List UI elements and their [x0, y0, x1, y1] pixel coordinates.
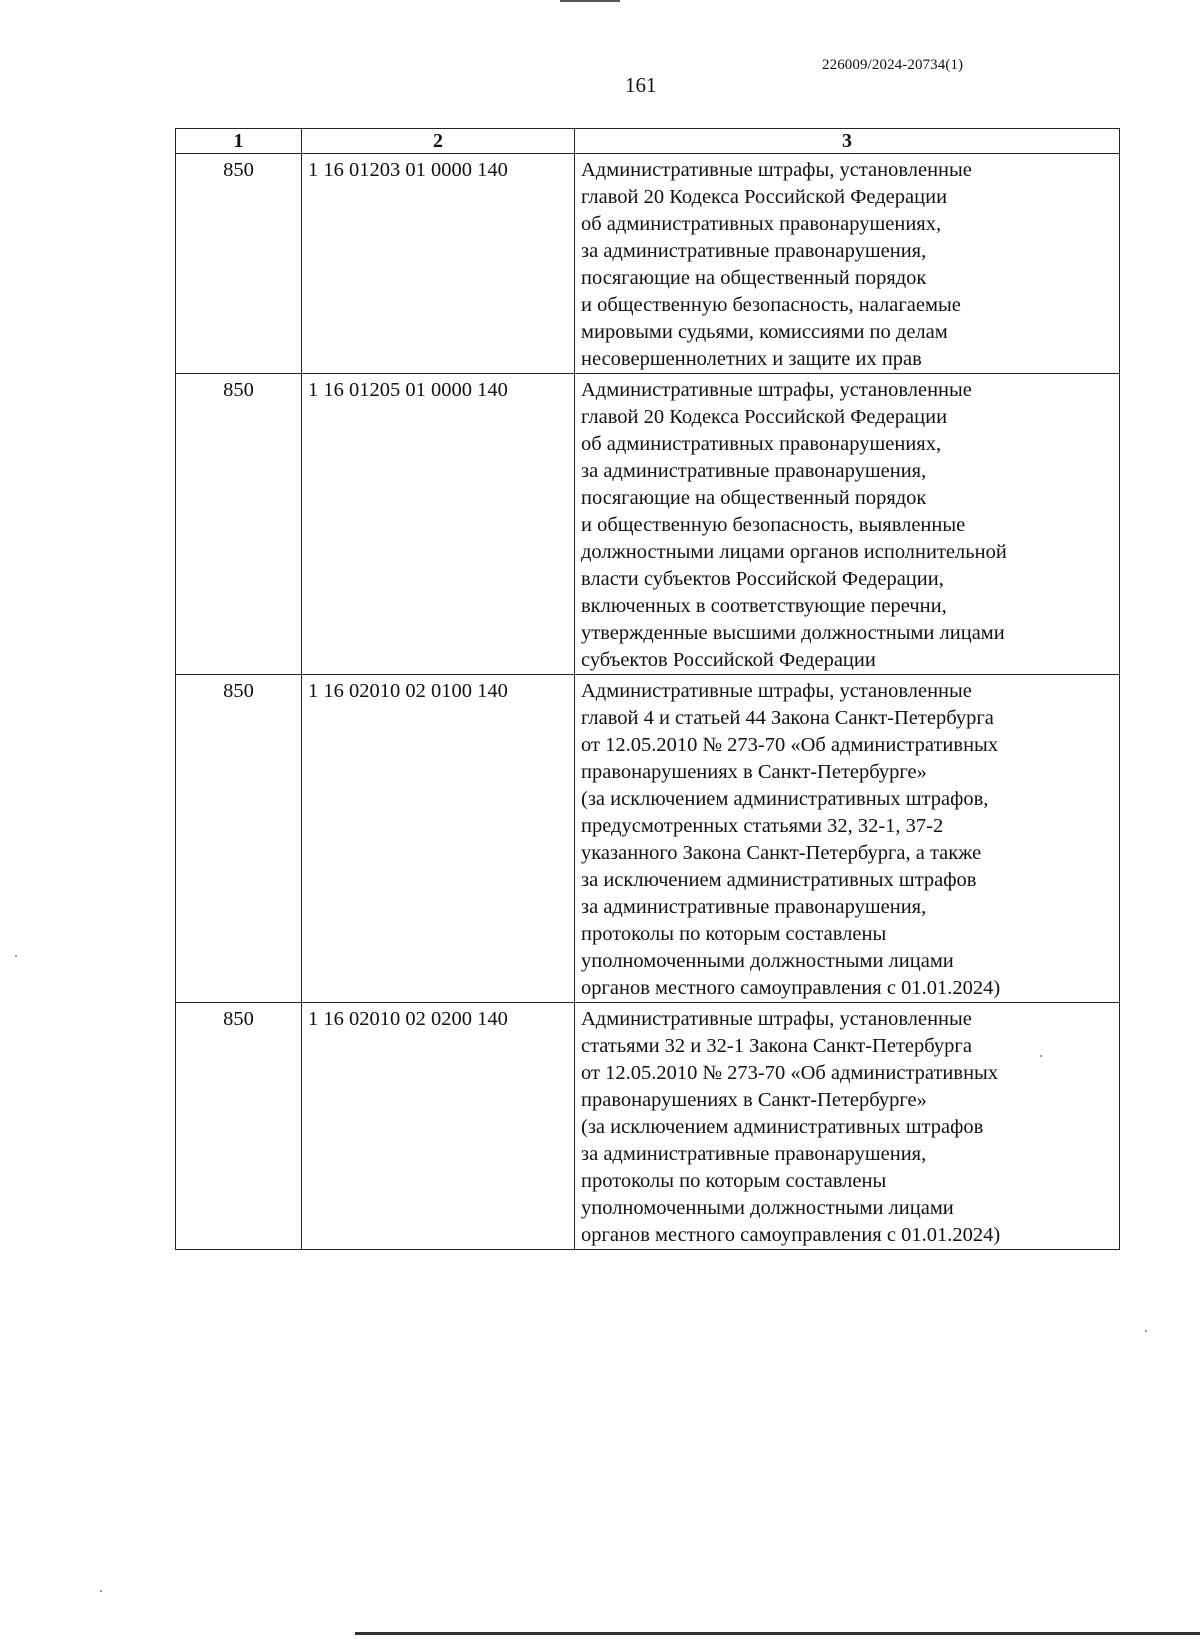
column-header-1: 1 — [176, 129, 302, 154]
revenue-codes-table — [175, 128, 1120, 1250]
description-cell: Административные штрафы, установленные статьями 32 и 32-1 Закона Санкт-Петербурга от 12.05.2010 № 273-70 «Об административных правонарушениях в Санкт-Петербурге» (за исключением административных штрафов за административные правонарушения, протоколы по которым составлены уполномоченными должностными лицами органов местного самоуправления с 01.01.2024) — [575, 1003, 1120, 1250]
scan-speck — [100, 1590, 102, 1592]
kbk-code-cell: 1 16 02010 02 0200 140 — [302, 1003, 575, 1250]
table-row — [176, 374, 1120, 675]
table-row — [176, 1003, 1120, 1250]
admin-code-cell: 850 — [176, 1003, 302, 1250]
page-number: 161 — [625, 73, 657, 97]
scan-speck — [1145, 1330, 1147, 1332]
description-cell: Административные штрафы, установленные главой 4 и статьей 44 Закона Санкт-Петербурга от 12.05.2010 № 273-70 «Об административных правонарушениях в Санкт-Петербурге» (за исключением административных штрафов, предусмотренных статьями 32, 32-1, 37-2 указанного Закона Санкт-Петербурга, а также за исключением административных штрафов за административные правонарушения, протоколы по которым составлены уполномоченными должностными лицами органов местного самоуправления с 01.01.2024) — [575, 675, 1120, 1003]
kbk-code-cell: 1 16 02010 02 0100 140 — [302, 675, 575, 1003]
document-id: 226009/2024-20734(1) — [822, 57, 964, 73]
table-row — [176, 154, 1120, 374]
scan-speck — [1040, 1055, 1042, 1057]
description-cell: Административные штрафы, установленные главой 20 Кодекса Российской Федерации об административных правонарушениях, за административные правонарушения, посягающие на общественный порядок и общественную безопасность, налагаемые мировыми судьями, комиссиями по делам несовершеннолетних и защите их прав — [575, 154, 1120, 374]
scan-bottom-edge-mark — [355, 1632, 1200, 1635]
description-cell: Административные штрафы, установленные главой 20 Кодекса Российской Федерации об административных правонарушениях, за административные правонарушения, посягающие на общественный порядок и общественную безопасность, выявленные должностными лицами органов исполнительной власти субъектов Российской Федерации, включенных в соответствующие перечни, утвержденные высшими должностными лицами субъектов Российской Федерации — [575, 374, 1120, 675]
column-header-3: 3 — [575, 129, 1120, 154]
admin-code-cell: 850 — [176, 154, 302, 374]
admin-code-cell: 850 — [176, 675, 302, 1003]
column-header-2: 2 — [302, 129, 575, 154]
scan-speck — [15, 955, 17, 957]
table-row — [176, 675, 1120, 1003]
table-header-row — [176, 129, 1120, 154]
kbk-code-cell: 1 16 01203 01 0000 140 — [302, 154, 575, 374]
admin-code-cell: 850 — [176, 374, 302, 675]
kbk-code-cell: 1 16 01205 01 0000 140 — [302, 374, 575, 675]
scan-top-edge-mark — [560, 0, 620, 2]
